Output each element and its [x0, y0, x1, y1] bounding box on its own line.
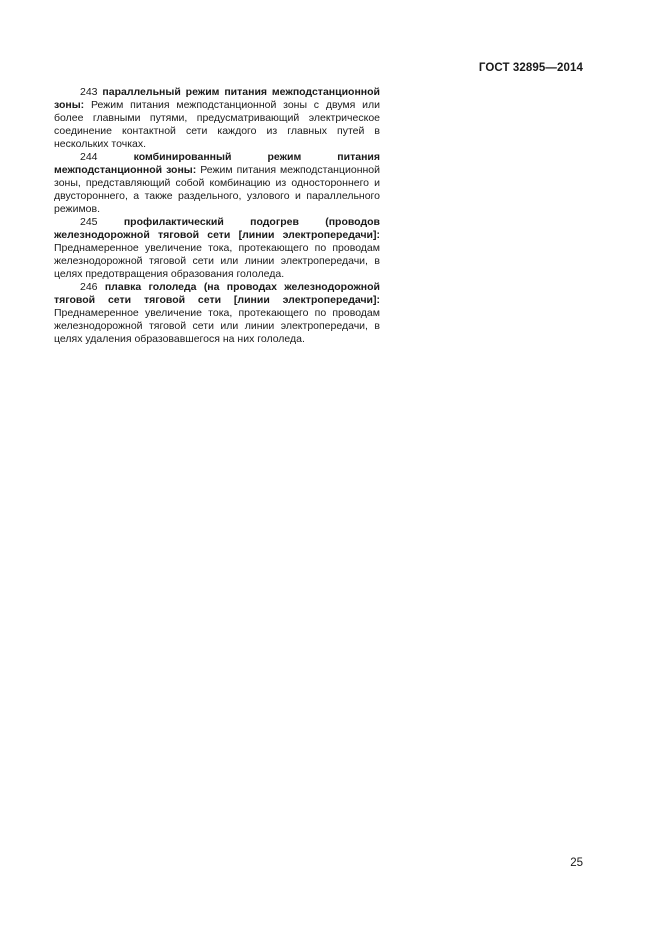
term-number: 245	[80, 216, 98, 228]
term-title: параллельный режим питания межподстанционной зоны:	[54, 86, 381, 111]
term-definition: Преднамеренное увеличение тока, протекающего по проводам железнодорожной тяговой сети или линии электропередачи, в целях предотвращения образования гололеда.	[54, 242, 380, 280]
term-number: 243	[80, 86, 98, 98]
term-title: профилактический подогрев (проводов железнодорожной тяговой сети [линии электропередачи]:	[54, 216, 380, 241]
term-title: комбинированный режим питания межподстанционной зоны:	[54, 151, 380, 176]
term-number: 244	[80, 151, 98, 163]
terms-section	[54, 86, 380, 346]
term-entry-243	[54, 86, 380, 151]
term-definition: Преднамеренное увеличение тока, протекающего по проводам железнодорожной тяговой сети или линии электропередачи, в целях удаления образовавшегося на них гололеда.	[54, 307, 380, 345]
term-number: 246	[80, 281, 98, 293]
term-definition: Режим питания межподстанционной зоны с двумя или более главными путями, предусматривающий электрическое соединение контактной сети каждого из главных путей в нескольких точках.	[54, 99, 380, 150]
term-definition: Режим питания межподстанционной зоны, представляющий собой комбинацию из одностороннего и двустороннего, а также раздельного, узлового и параллельного режимов.	[54, 164, 380, 215]
page-number: 25	[570, 857, 583, 869]
term-title: плавка гололеда (на проводах железнодорожной тяговой сети тяговой сети [линии электропередачи]:	[54, 281, 380, 306]
term-entry-244	[54, 151, 380, 216]
document-code: ГОСТ 32895—2014	[478, 62, 583, 74]
term-entry-245	[54, 216, 380, 281]
term-entry-246	[54, 281, 380, 346]
